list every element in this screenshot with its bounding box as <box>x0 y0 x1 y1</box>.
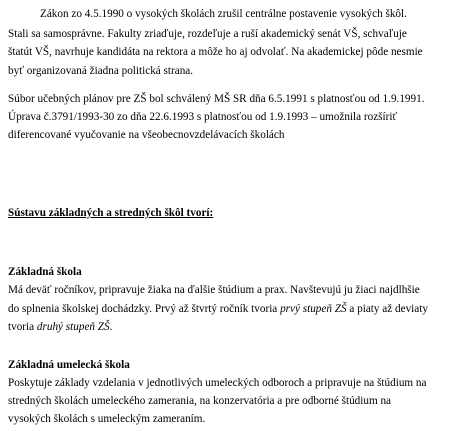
zakladna-line3-italic: druhý stupeň ZŠ <box>36 321 110 333</box>
zakladna-line2-text: do splnenia školskej dochádzky. Prvý až štvrtý ročník tvoria <box>8 303 281 315</box>
zakladna-line3-start: tvoria <box>8 321 37 333</box>
para1-line4: byť organizovaná žiadna politická strana. <box>8 65 194 77</box>
para2-line3: diferencované vyučovanie na všeobecnovzdelávacích školách <box>8 129 285 141</box>
umelecka-line1: Poskytuje základy vzdelania v jednotlivých umeleckých odboroch a pripravuje na štúdium na <box>8 377 427 389</box>
zakladna-line1: Má deväť ročníkov, pripravuje žiaka na ďalšie štúdium a prax. Navštevujú ju žiaci najdlhšie <box>8 284 420 296</box>
umelecka-line3: vysokých školách s umeleckým zameraním. <box>8 413 206 425</box>
para2-line1: Súbor učebných plánov pre ZŠ bol schválený MŠ SR dňa 6.5.1991 s platnosťou od 1.9.1991. <box>8 93 425 105</box>
zakladna-line3-end: . <box>109 321 113 333</box>
para1-line1: Zákon zo 4.5.1990 o vysokých školách zrušil centrálne postavenie vysokých škôl. <box>40 8 407 20</box>
para1-line3: štatút VŠ, navrhuje kandidáta na rektora a môže ho aj odvolať. Na akademickej pôde nesmie <box>8 46 423 58</box>
para1-line2: Stali sa samosprávne. Fakulty zriaďuje, rozdeľuje a ruší akademický senát VŠ, schvaľuje <box>8 28 407 40</box>
para2-line2: Úprava č.3791/1993-30 zo dňa 22.6.1993 s platnosťou od 1.9.1993 – umožnila rozšíriť <box>8 111 398 123</box>
umelecka-skola-title: Základná umelecká škola <box>8 359 130 371</box>
zakladna-line3 <box>8 320 112 334</box>
zakladna-line2-end: a piaty až deviaty <box>346 303 428 315</box>
zakladna-line2 <box>8 302 428 316</box>
umelecka-line2: stredných školách umeleckého zamerania, na konzervatória a pre odborné štúdium na <box>8 395 392 407</box>
structure-heading: Sústavu základných a stredných škôl tvorí: <box>8 207 214 219</box>
zakladna-skola-title: Základná škola <box>8 266 82 278</box>
zakladna-line2-italic: prvý stupeň ZŠ <box>280 303 347 315</box>
